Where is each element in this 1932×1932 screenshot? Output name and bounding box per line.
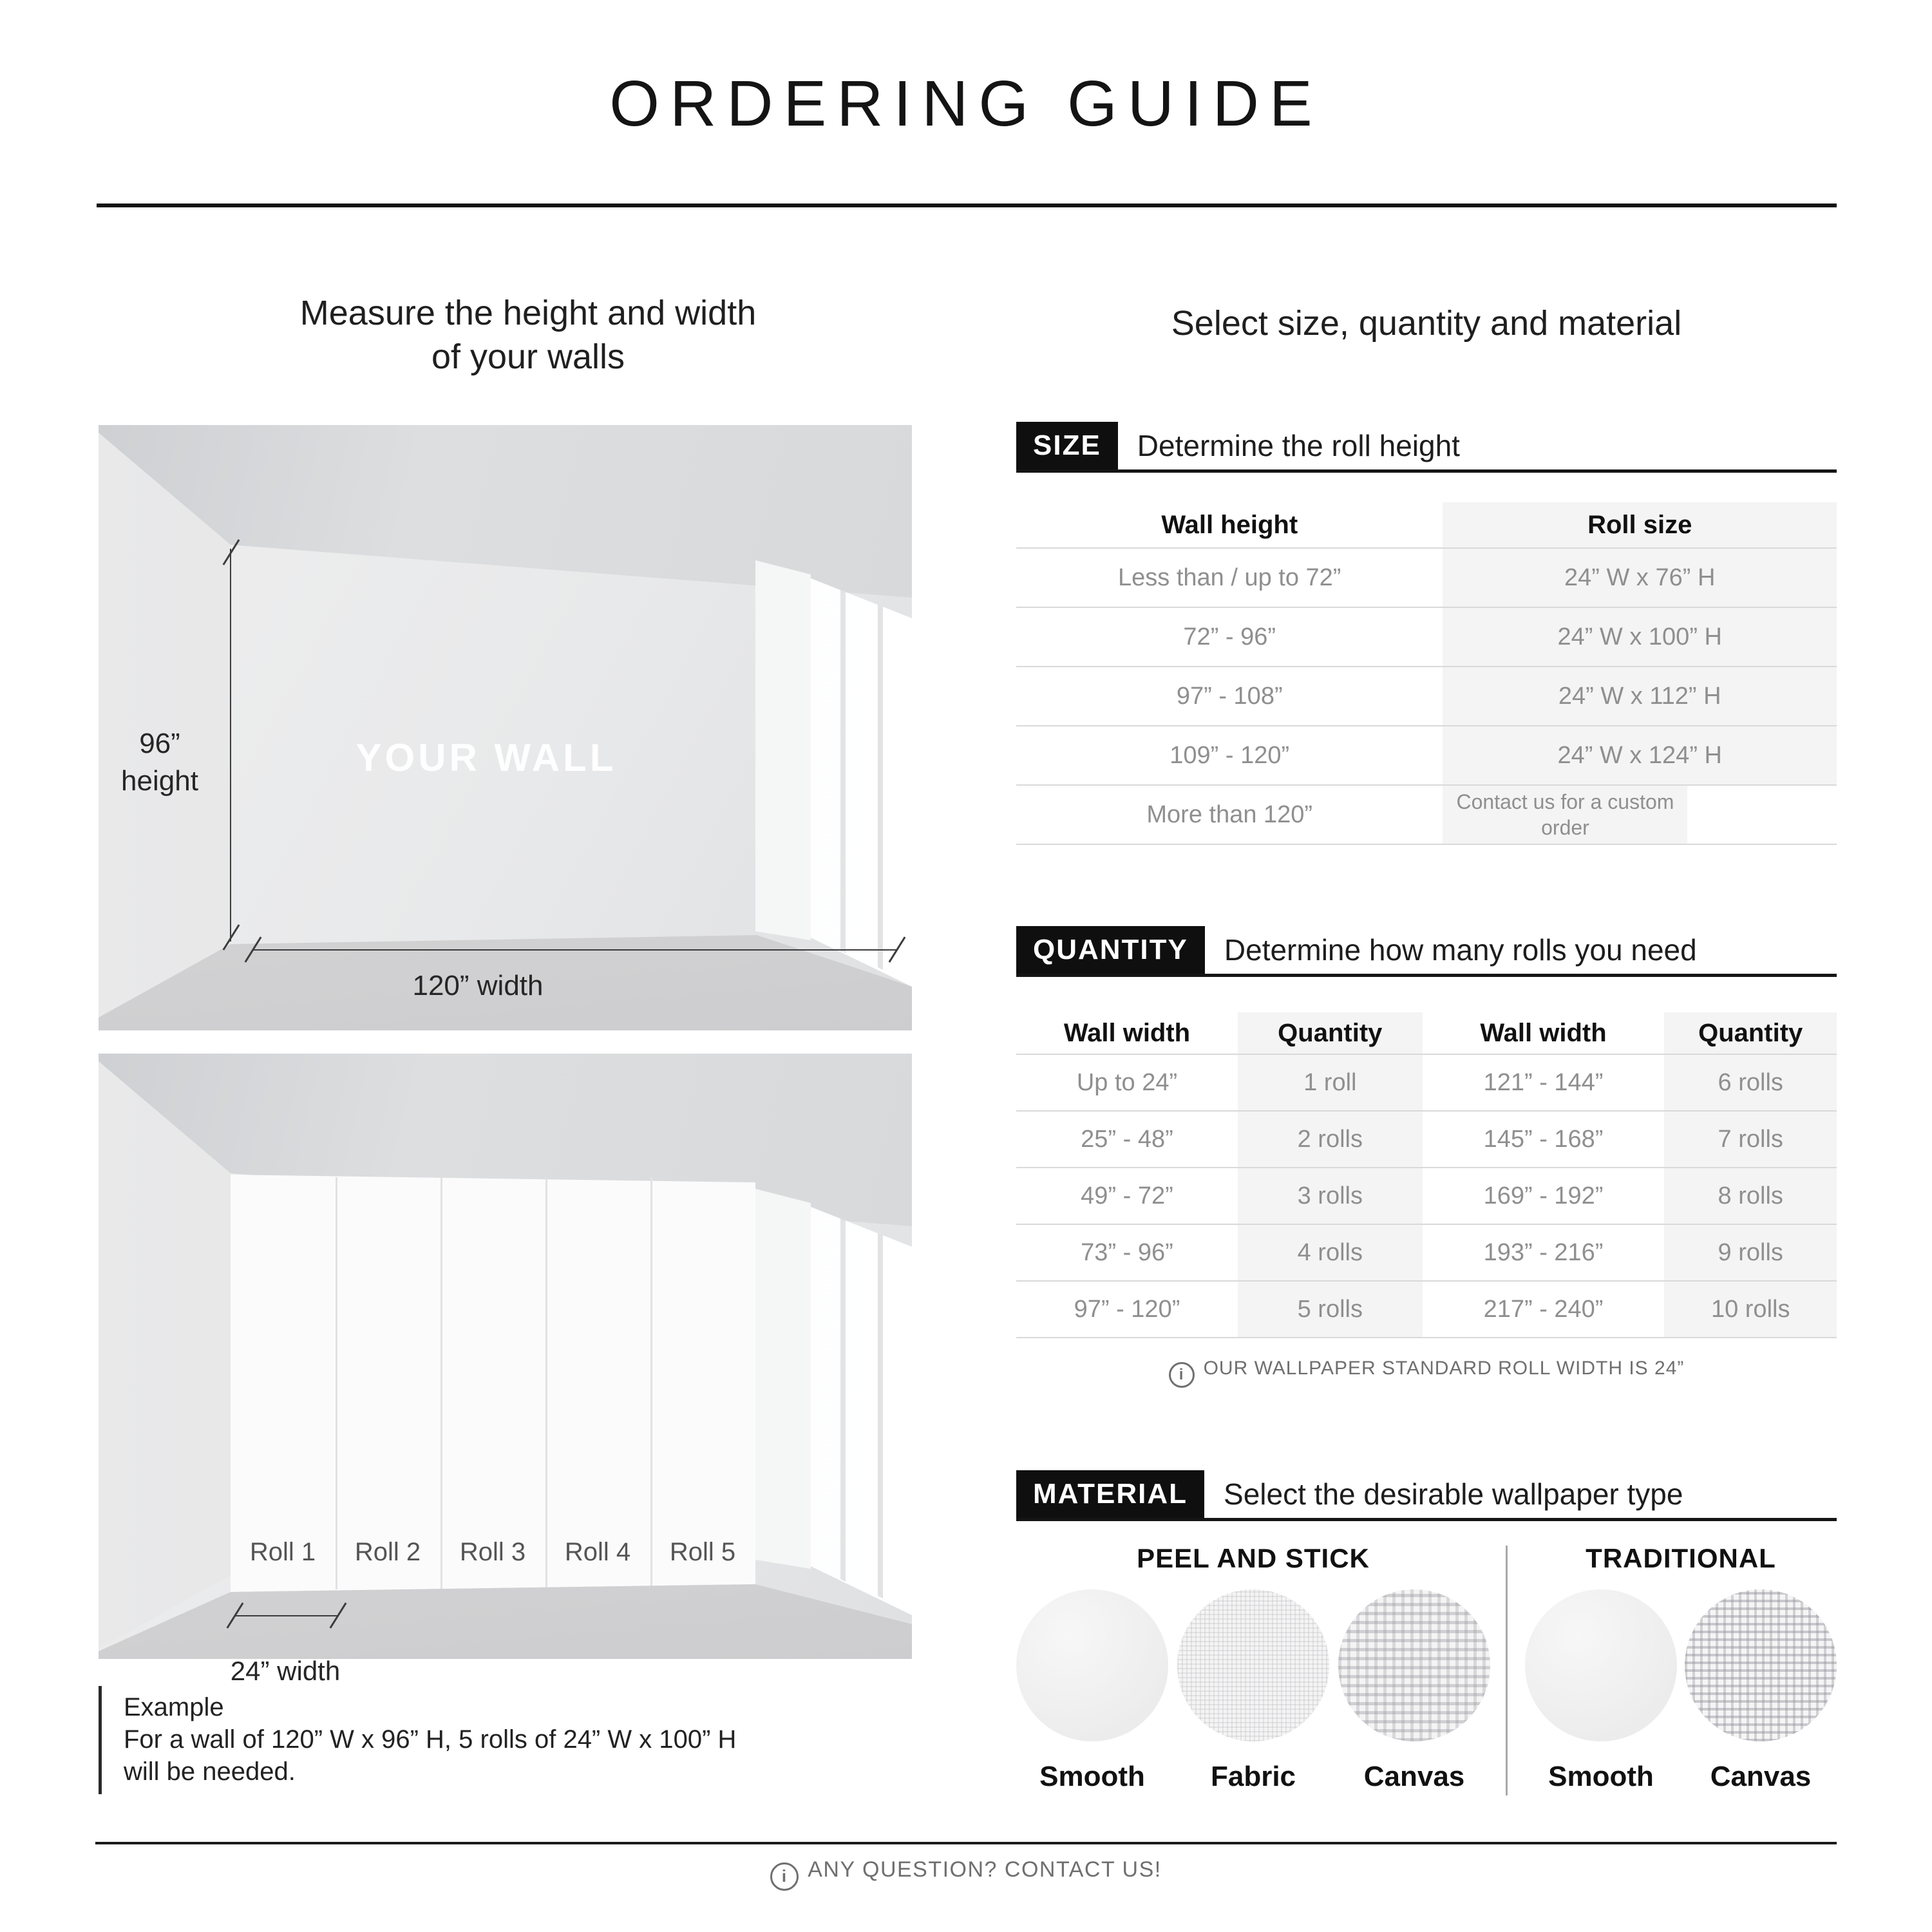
material-group-divider <box>1506 1546 1508 1795</box>
roll-label-4: Roll 4 <box>564 1538 631 1566</box>
swatch-label: Fabric <box>1210 1761 1296 1792</box>
size-table-header <box>1016 502 1837 549</box>
left-heading-line1: Measure the height and width <box>299 294 757 332</box>
roll-label-1: Roll 1 <box>249 1538 316 1566</box>
width-label: 120” width <box>412 970 544 1001</box>
swatch-label: Smooth <box>1039 1761 1145 1792</box>
wall-height-value: Less than / up to 72” <box>1118 564 1341 591</box>
quantity-value: 5 rolls <box>1238 1282 1423 1337</box>
height-word: height <box>121 765 198 797</box>
wall-height-value: 72” - 96” <box>1183 623 1276 650</box>
quantity-row <box>1016 1225 1837 1282</box>
roll-label-5: Roll 5 <box>669 1538 736 1566</box>
page-title: ORDERING GUIDE <box>609 68 1323 140</box>
room-illustration-rolls <box>99 1054 912 1686</box>
wall-height-value: More than 120” <box>1146 800 1313 828</box>
right-column-heading: Select size, quantity and material <box>1171 304 1682 343</box>
size-row <box>1016 786 1837 845</box>
roll-size-value: 24” W x 76” H <box>1443 549 1837 607</box>
size-row <box>1016 667 1837 726</box>
quantity-value: 4 rolls <box>1238 1225 1423 1280</box>
panel-seam <box>545 1177 547 1589</box>
quantity-row <box>1016 1055 1837 1112</box>
wall-width-value: 193” - 216” <box>1483 1238 1604 1266</box>
roll-size-value: Contact us for a custom order <box>1443 786 1687 844</box>
wall-width-value: 25” - 48” <box>1081 1125 1173 1153</box>
quantity-value: 1 roll <box>1238 1055 1423 1110</box>
size-table <box>1016 502 1837 845</box>
swatch-label: Smooth <box>1548 1761 1654 1792</box>
title-divider <box>97 204 1837 207</box>
quantity-table <box>1016 1012 1837 1338</box>
col-wall-height: Wall height <box>1161 510 1298 539</box>
quantity-value: 9 rolls <box>1664 1225 1837 1280</box>
material-section-header <box>1016 1470 1837 1521</box>
col-roll-size: Roll size <box>1443 502 1837 547</box>
height-value: 96” <box>139 728 180 759</box>
your-wall-label: YOUR WALL <box>355 736 617 779</box>
quantity-caption: Determine how many rolls you need <box>1224 933 1697 967</box>
wall-width-value: 97” - 120” <box>1074 1295 1180 1323</box>
wall-width-value: 121” - 144” <box>1483 1068 1604 1096</box>
panel-seam <box>440 1177 442 1589</box>
quantity-value: 10 rolls <box>1664 1282 1837 1337</box>
material-caption: Select the desirable wallpaper type <box>1224 1477 1683 1511</box>
traditional-title: TRADITIONAL <box>1586 1543 1776 1573</box>
width-dimension-line <box>253 949 897 951</box>
swatch-fabric <box>1177 1589 1329 1793</box>
roll-width-label: 24” width <box>230 1656 341 1686</box>
swatch-row <box>1016 1589 1490 1793</box>
wall-width-value: 145” - 168” <box>1483 1125 1604 1153</box>
quantity-table-header <box>1016 1012 1837 1055</box>
smooth-texture-icon <box>1016 1589 1168 1741</box>
wall-height-value: 109” - 120” <box>1170 741 1290 769</box>
note-text: OUR WALLPAPER STANDARD ROLL WIDTH IS 24” <box>1203 1358 1685 1379</box>
panel-seam <box>650 1177 652 1589</box>
col-wall-width: Wall width <box>1063 1018 1191 1047</box>
quantity-badge: QUANTITY <box>1016 926 1205 974</box>
quantity-row <box>1016 1112 1837 1168</box>
roll-size-value: 24” W x 124” H <box>1443 726 1837 784</box>
fabric-texture-icon <box>1177 1589 1329 1741</box>
footer-text: ANY QUESTION? CONTACT US! <box>808 1857 1162 1882</box>
roll-width-note <box>1016 1358 1837 1388</box>
wall-width-value: 73” - 96” <box>1081 1238 1173 1266</box>
material-badge: MATERIAL <box>1016 1470 1204 1518</box>
quantity-row <box>1016 1282 1837 1338</box>
wall-width-value: 217” - 240” <box>1483 1295 1604 1323</box>
swatch-smooth <box>1016 1589 1168 1793</box>
footer-divider <box>95 1842 1837 1844</box>
quantity-section-header <box>1016 926 1837 977</box>
canvas-texture-icon <box>1685 1589 1837 1741</box>
room-illustration-measure <box>99 425 912 1030</box>
swatch-smooth <box>1525 1589 1677 1793</box>
height-label <box>99 725 221 800</box>
panel-seam <box>336 1177 337 1589</box>
quantity-value: 3 rolls <box>1238 1168 1423 1224</box>
quantity-value: 2 rolls <box>1238 1112 1423 1167</box>
left-column-heading <box>109 291 947 379</box>
roll-width-dimension-line <box>235 1615 338 1616</box>
quantity-value: 8 rolls <box>1664 1168 1837 1224</box>
example-title: Example <box>124 1693 224 1721</box>
peel-and-stick-group <box>1016 1543 1490 1793</box>
peel-and-stick-title: PEEL AND STICK <box>1137 1543 1370 1573</box>
wall-width-value: 49” - 72” <box>1081 1182 1173 1209</box>
roll-label-2: Roll 2 <box>354 1538 421 1566</box>
roll-size-value: 24” W x 112” H <box>1443 667 1837 725</box>
swatch-label: Canvas <box>1363 1761 1465 1792</box>
swatch-canvas <box>1685 1589 1837 1793</box>
traditional-group <box>1525 1543 1837 1793</box>
quantity-value: 7 rolls <box>1664 1112 1837 1167</box>
roll-size-value: 24” W x 100” H <box>1443 608 1837 666</box>
col-quantity: Quantity <box>1664 1012 1837 1054</box>
height-dimension-line <box>230 549 231 942</box>
swatch-row <box>1525 1589 1837 1793</box>
info-icon: i <box>770 1862 799 1891</box>
wall-height-value: 97” - 108” <box>1176 682 1283 710</box>
size-badge: SIZE <box>1016 422 1118 469</box>
swatch-label: Canvas <box>1710 1761 1812 1792</box>
smooth-texture-icon <box>1525 1589 1677 1741</box>
footer-contact-note <box>0 1857 1932 1891</box>
canvas-texture-icon <box>1338 1589 1490 1741</box>
left-heading-line2: of your walls <box>431 337 625 376</box>
quantity-value: 6 rolls <box>1664 1055 1837 1110</box>
col-quantity: Quantity <box>1238 1012 1423 1054</box>
quantity-row <box>1016 1168 1837 1225</box>
col-wall-width: Wall width <box>1480 1018 1607 1047</box>
size-row <box>1016 608 1837 667</box>
size-section-header <box>1016 422 1837 473</box>
example-line2: will be needed. <box>124 1757 296 1786</box>
size-row <box>1016 549 1837 608</box>
example-line1: For a wall of 120” W x 96” H, 5 rolls of 24” W x 100” H <box>124 1725 737 1754</box>
roll-label-3: Roll 3 <box>459 1538 526 1566</box>
size-caption: Determine the roll height <box>1137 429 1460 462</box>
example-block <box>99 1686 736 1794</box>
size-row <box>1016 726 1837 786</box>
swatch-canvas <box>1338 1589 1490 1793</box>
info-icon: i <box>1169 1362 1195 1388</box>
wall-width-value: 169” - 192” <box>1483 1182 1604 1209</box>
wall-width-value: Up to 24” <box>1076 1068 1178 1096</box>
